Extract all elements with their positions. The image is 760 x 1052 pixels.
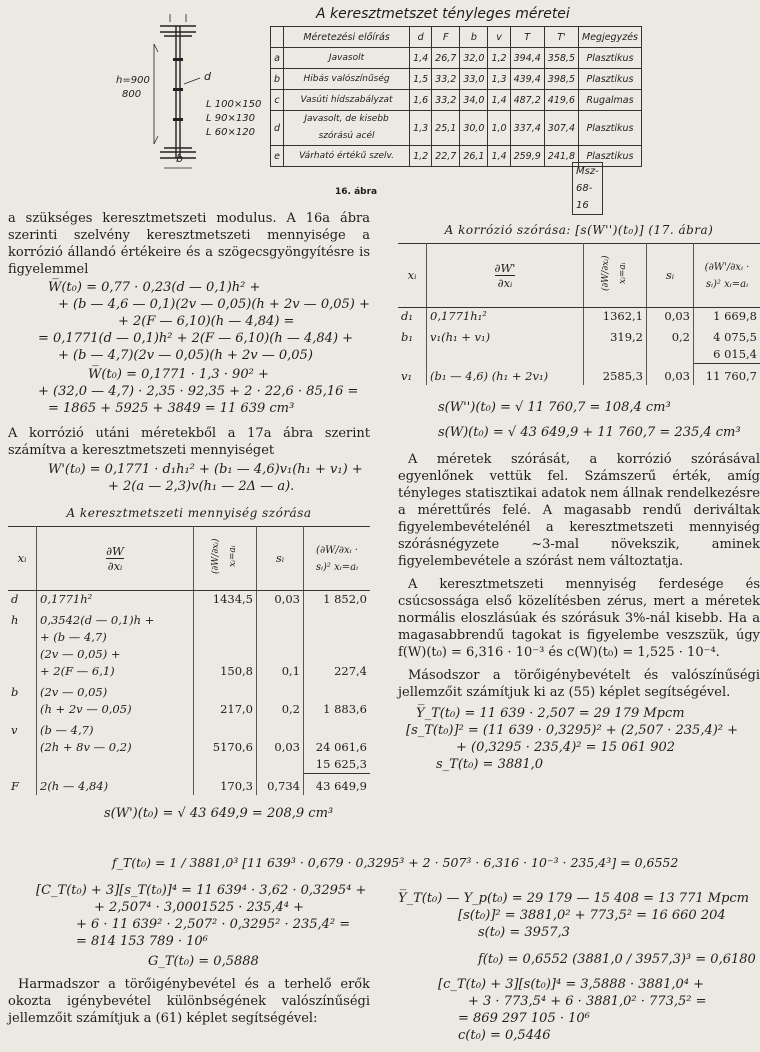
table-cell: 1,4 — [488, 146, 510, 167]
table-cell: a — [271, 48, 284, 69]
table-cell: 30,0 — [460, 111, 488, 146]
equation-cs — [398, 976, 760, 1044]
table-cell-s — [257, 756, 304, 774]
table-row — [271, 111, 642, 146]
table-cell: 1,2 — [410, 146, 432, 167]
table-row — [8, 756, 370, 774]
equation-line: + 2(a — 2,3)v(h₁ — 2Δ — a). — [108, 479, 295, 494]
angle-label-1: L 100×150 — [206, 99, 262, 110]
header-si: sᵢ — [647, 244, 694, 308]
figure-code: Msz-68-16 — [572, 162, 603, 215]
dim-d-label: d — [204, 70, 211, 83]
table-cell-m: 217,0 — [194, 701, 257, 718]
equation-w-general — [8, 279, 370, 364]
table-cell: 1,3 — [410, 111, 432, 146]
table-cell-expr: (2v — 0,05) — [37, 680, 194, 701]
equation-w-numeric — [8, 366, 370, 417]
equation-line: + 2,507⁴ · 3,0001525 · 235,4⁴ + — [94, 900, 304, 915]
table-cell-q: 43 649,9 — [304, 774, 371, 796]
table-header-row — [8, 527, 370, 591]
table-row — [8, 629, 370, 646]
header-derivative — [37, 527, 194, 591]
table-cell: Plasztikus — [579, 146, 642, 167]
table-cell-expr: (b — 4,7) — [37, 718, 194, 739]
header-cell: d — [410, 27, 432, 48]
table-cell-m: 319,2 — [584, 325, 647, 346]
left-column-bottom — [8, 882, 370, 1027]
table-row — [271, 69, 642, 90]
table-cell-q: 1 669,8 — [694, 308, 760, 326]
right-paragraph-1: A méretek szórását, a korrózió szórásával egyenlőnek vettük fel. Számszerű érték, amíg tényleges statisztikai adatok nem állnak rendelkezésre a mérettűrés felé. A magasabb rendű deriváltak figyelembevételénél a keresztmetszeti mennyiség szórásnégyzete ~3-mal növekszik, aminek figyelembevétele a szórást nem változtatja. — [398, 452, 760, 569]
header-cell: T' — [544, 27, 578, 48]
table-cell-m — [194, 629, 257, 646]
equation-line: = 814 153 789 · 10⁶ — [76, 934, 208, 949]
equation-line: = 0,1771(d — 0,1)h² + 2(F — 6,10)(h — 4,84) + — [38, 331, 354, 346]
equation-line: s_T(t₀) = 3881,0 — [436, 757, 544, 772]
table-row — [8, 591, 370, 609]
table-cell-x: b₁ — [401, 330, 413, 344]
table-header-row — [271, 27, 642, 48]
table-cell: 1,5 — [410, 69, 432, 90]
table-cell-s — [257, 646, 304, 663]
equation-line: Y̅_T(t₀) = 11 639 · 2,507 = 29 179 Mpcm — [416, 706, 685, 721]
table-cell-m — [194, 756, 257, 774]
table-cell-s — [257, 629, 304, 646]
table-row — [398, 346, 760, 364]
table-cell: 1,2 — [488, 48, 510, 69]
table-cell: 33,0 — [460, 69, 488, 90]
header-mean-text: (∂W/∂xᵢ) xᵢ=aᵢ — [601, 255, 628, 291]
equation-line: [s(t₀)]² = 3881,0² + 773,5² = 16 660 204 — [458, 908, 726, 923]
equation-difference — [398, 890, 760, 941]
table-cell-q — [304, 718, 371, 739]
table-row — [8, 608, 370, 629]
header-cell: T — [510, 27, 544, 48]
table-cell-s — [257, 718, 304, 739]
table-cell: 33,2 — [432, 90, 460, 111]
table-cell-s — [257, 680, 304, 701]
dimensions-table — [270, 26, 642, 167]
header-cell: Méretezési előírás — [284, 27, 410, 48]
table-cell-x — [8, 629, 37, 646]
equation-line: s(t₀) = 3957,3 — [478, 925, 570, 940]
table-cell: 25,1 — [432, 111, 460, 146]
equation-line: = 1865 + 5925 + 3849 = 11 639 cm³ — [48, 401, 295, 416]
derivative-den: ∂xᵢ — [495, 275, 516, 290]
table-cell-q — [304, 629, 371, 646]
table-cell: 487,2 — [510, 90, 544, 111]
table-cell-x — [8, 739, 37, 756]
header-cell: v — [488, 27, 510, 48]
equation-ct — [8, 882, 370, 950]
table-cell: 33,2 — [432, 69, 460, 90]
table-cell-expr — [427, 346, 584, 364]
table-cell-q: 1 883,6 — [304, 701, 371, 718]
header-mean-text: (∂W/∂xᵢ) xᵢ=aᵢ — [211, 538, 238, 574]
equation-line: W̅(t₀) = 0,77 · 0,23(d — 0,1)h² + — [48, 280, 261, 295]
table-cell: b — [271, 69, 284, 90]
table-cell: 1,4 — [410, 48, 432, 69]
table-cell: 394,4 — [510, 48, 544, 69]
table-row — [398, 364, 760, 386]
equation-f: f(t₀) = 0,6552 (3881,0 / 3957,3)³ = 0,6180 — [478, 952, 756, 967]
table-cell: 337,4 — [510, 111, 544, 146]
right-paragraph-3: Másodszor a törőigénybevételt és valószínűségi jellemzőit számítjuk ki az (55) képlet segítségével. — [398, 668, 760, 700]
table-cell-s: 0,1 — [257, 663, 304, 680]
table-row — [271, 90, 642, 111]
table-cell-x: h — [11, 613, 19, 627]
corrosion-dispersion-table — [398, 243, 760, 385]
header-xi: xᵢ — [398, 244, 427, 308]
table-cell-expr: v₁(h₁ + v₁) — [427, 325, 584, 346]
table-cell: 34,0 — [460, 90, 488, 111]
table-cell: 26,7 — [432, 48, 460, 69]
table-cell: 1,4 — [488, 90, 510, 111]
equation-line: W̅(t₀) = 0,1771 · 1,3 · 90² + — [88, 367, 269, 382]
right-column — [398, 222, 760, 773]
table-cell-expr: 0,1771h₁² — [427, 308, 584, 326]
table-cell: 259,9 — [510, 146, 544, 167]
header-squared: (∂W'/∂xᵢ · sᵢ)² xᵢ=aᵢ — [694, 244, 760, 308]
figure-16 — [110, 0, 638, 211]
table-cell-x — [8, 646, 37, 663]
equation-line: [s_T(t₀)]² = (11 639 · 0,3295)² + (2,507 · 235,4)² + — [406, 723, 739, 738]
table-cell-m: 150,8 — [194, 663, 257, 680]
dim-b-label: b — [176, 152, 183, 165]
table-cell: 307,4 — [544, 111, 578, 146]
dim-h-label: h=900 — [116, 75, 150, 86]
table-cell: 26,1 — [460, 146, 488, 167]
table-cell-x: v₁ — [401, 368, 413, 383]
table-cell-s: 0,734 — [257, 774, 304, 796]
table-cell: 398,5 — [544, 69, 578, 90]
equation-sw-total: s(W)(t₀) = √ 43 649,9 + 11 760,7 = 235,4 cm³ — [438, 425, 741, 440]
equation-line: W'(t₀) = 0,1771 · d₁h₁² + (b₁ — 4,6)v₁(h₁ + v₁) + — [48, 462, 363, 477]
table-cell: 241,8 — [544, 146, 578, 167]
equation-yt — [398, 705, 760, 773]
table-row — [271, 48, 642, 69]
table-cell: 439,4 — [510, 69, 544, 90]
equation-line: = 869 297 105 · 10⁶ — [458, 1011, 590, 1026]
table-cell-x: d — [11, 592, 19, 606]
table-cell-m: 170,3 — [194, 774, 257, 796]
table-cell: Plasztikus — [579, 48, 642, 69]
right-paragraph-2: A keresztmetszeti mennyiség ferdesége és csúcsossága első közelítésben zérus, mert a méretek normális eloszlásúak és szórásuk 3%-nál kisebb. Ha a magasabbrendű tagokat is figyelembe veszszük, úgy f(W)(t₀) = 6,316 · 10⁻³ és c(W)(t₀) = 1,525 · 10⁻⁴. — [398, 577, 760, 660]
table-cell-m — [194, 608, 257, 629]
corrosion-table-title: A korrózió szórása: [s(W'')(t₀)] (17. ábra) — [444, 223, 714, 237]
table-cell: Várható értékű szelv. — [284, 146, 410, 167]
table-cell-s: 0,03 — [647, 308, 694, 326]
table-cell-expr: (h + 2v — 0,05) — [37, 701, 194, 718]
table-cell-x — [8, 663, 37, 680]
table-cell-s: 0,2 — [257, 701, 304, 718]
table-cell: 358,5 — [544, 48, 578, 69]
table-header-row — [398, 244, 760, 308]
table-cell-expr: 0,1771h² — [37, 591, 194, 609]
table-cell-expr: (b₁ — 4,6) (h₁ + 2v₁) — [427, 364, 584, 386]
table-cell-q: 15 625,3 — [304, 756, 371, 774]
left-paragraph-2: A korrózió utáni méretekből a 17a ábra szerint számítva a keresztmetszeti mennyiséget — [8, 426, 370, 458]
equation-w-corroded — [8, 461, 370, 495]
table-cell-q — [304, 680, 371, 701]
table-cell-x — [398, 346, 427, 364]
equation-line: Y̅_T(t₀) — Y_p(t₀) = 29 179 — 15 408 = 13 771 Mpcm — [398, 891, 749, 906]
table-cell-s: 0,03 — [257, 591, 304, 609]
equation-line: + (b — 4,7)(2v — 0,05)(h + 2v — 0,05) — [58, 348, 313, 363]
equation-line: + 6 · 11 639² · 2,507² · 0,3295² · 235,4² = — [76, 917, 351, 932]
equation-sw-double-prime: s(W'')(t₀) = √ 11 760,7 = 108,4 cm³ — [438, 400, 671, 415]
equation-gt: G_T(t₀) = 0,5888 — [148, 954, 259, 969]
header-cell: Megjegyzés — [579, 27, 642, 48]
table-cell-expr: + (b — 4,7) — [37, 629, 194, 646]
dim-h2-label: 800 — [122, 89, 142, 100]
table-cell-x: d₁ — [401, 309, 413, 323]
table-cell: Rugalmas — [579, 90, 642, 111]
table-cell-m — [194, 646, 257, 663]
table-cell: 1,6 — [410, 90, 432, 111]
table-cell: e — [271, 146, 284, 167]
table-row — [8, 680, 370, 701]
header-squared: (∂W/∂xᵢ · sᵢ)² xᵢ=aᵢ — [304, 527, 371, 591]
derivative-num: ∂W' — [494, 261, 516, 275]
table-cell-q: 4 075,5 — [694, 325, 760, 346]
table-cell-expr: (2v — 0,05) + — [37, 646, 194, 663]
table-cell: Javasolt — [284, 48, 410, 69]
table-cell: Hibás valószínűség — [284, 69, 410, 90]
equation-line: + 3 · 773,5⁴ + 6 · 3881,0² · 773,5² = — [468, 994, 707, 1009]
table-cell-q: 24 061,6 — [304, 739, 371, 756]
table-cell-m — [194, 680, 257, 701]
table-cell-m: 1362,1 — [584, 308, 647, 326]
table-row — [398, 308, 760, 326]
table-cell-x — [8, 701, 37, 718]
table-cell-s: 0,2 — [647, 325, 694, 346]
table-cell-m — [194, 718, 257, 739]
table-cell-s: 0,03 — [647, 364, 694, 386]
table-cell-expr: + 2(F — 6,1) — [37, 663, 194, 680]
table-cell-q: 11 760,7 — [694, 364, 760, 386]
table-row — [8, 718, 370, 739]
equation-line: [C_T(t₀) + 3][s_T(t₀)]⁴ = 11 639⁴ · 3,62 · 0,3295⁴ + — [36, 883, 367, 898]
figure-caption: 16. ábra — [335, 187, 378, 197]
header-cell: b — [460, 27, 488, 48]
table-cell-q: 1 852,0 — [304, 591, 371, 609]
table-cell-m: 1434,5 — [194, 591, 257, 609]
table-cell: Javasolt, de kisebb szórású acél — [284, 111, 410, 146]
table-cell-q — [304, 646, 371, 663]
table-cell-m: 2585,3 — [584, 364, 647, 386]
table-cell-q — [304, 608, 371, 629]
section-modulus-dispersion-table — [8, 526, 370, 795]
table-cell: d — [271, 111, 284, 146]
table-row — [8, 646, 370, 663]
table-cell-s — [257, 608, 304, 629]
table-cell-m — [584, 346, 647, 364]
figure-table-title: A keresztmetszet tényleges méretei — [316, 6, 570, 22]
table-cell-s: 0,03 — [257, 739, 304, 756]
equation-line: + (32,0 — 4,7) · 2,35 · 92,35 + 2 · 22,6 · 85,16 = — [38, 384, 359, 399]
table-cell-m: 5170,6 — [194, 739, 257, 756]
table-cell: Vasúti hídszabályzat — [284, 90, 410, 111]
header-cell: F — [432, 27, 460, 48]
header-derivative — [427, 244, 584, 308]
table-row — [8, 739, 370, 756]
table-row — [398, 325, 760, 346]
table-cell: c — [271, 90, 284, 111]
equation-line: [c_T(t₀) + 3][s(t₀)]⁴ = 3,5888 · 3881,0⁴ + — [438, 977, 704, 992]
table-cell-x — [8, 756, 37, 774]
equation-line: + (0,3295 · 235,4)² = 15 061 902 — [456, 740, 676, 755]
table-cell: Plasztikus — [579, 111, 642, 146]
table-cell: 22,7 — [432, 146, 460, 167]
table-cell-x: F — [11, 778, 19, 793]
left-column — [8, 210, 370, 822]
table-cell-expr: 0,3542(d — 0,1)h + — [37, 608, 194, 629]
equation-line: + 2(F — 6,10)(h — 4,84) = — [118, 314, 295, 329]
table-row — [8, 663, 370, 680]
table-cell: 1,3 — [488, 69, 510, 90]
table-cell-q: 6 015,4 — [694, 346, 760, 364]
angle-label-2: L 90×130 — [206, 113, 255, 124]
table-cell-expr: 2(h — 4,84) — [37, 774, 194, 796]
section-modulus-table-title: A keresztmetszeti mennyiség szórása — [66, 506, 312, 520]
table-cell: 1,0 — [488, 111, 510, 146]
table-cell-s — [647, 346, 694, 364]
header-si: sᵢ — [257, 527, 304, 591]
left-paragraph-3: Harmadszor a törőigénybevétel és a terhelő erők okozta igénybevétel különbségének valószínűségi jellemzőit számítjuk a (61) képlet segítségével: — [8, 977, 370, 1026]
equation-line: + (b — 4,6 — 0,1)(2v — 0,05)(h + 2v — 0,05) + — [58, 297, 370, 312]
equation-f-t0: f_T(t₀) = 1 / 3881,0³ [11 639³ · 0,679 · 0,3295³ + 2 · 507³ · 6,316 · 10⁻³ · 235,4³] = 0,6552 — [112, 855, 679, 870]
right-column-bottom — [398, 890, 760, 1044]
left-paragraph-1: a szükséges keresztmetszeti modulus. A 16a ábra szerinti szelvény keresztmetszeti mennyisége a korrózió állandó értékeire és a szögecsgyöngyítésre is figyelemmel — [8, 211, 370, 277]
equation-sw-prime: s(W')(t₀) = √ 43 649,9 = 208,9 cm³ — [104, 806, 334, 821]
table-row — [8, 701, 370, 718]
table-row — [8, 774, 370, 796]
table-cell: 32,0 — [460, 48, 488, 69]
derivative-num: ∂W — [106, 544, 124, 558]
table-cell-x: v — [11, 723, 18, 737]
table-cell-expr: (2h + 8v — 0,2) — [37, 739, 194, 756]
angle-label-3: L 60×120 — [206, 127, 255, 138]
header-xi: xᵢ — [8, 527, 37, 591]
header-mean — [194, 527, 257, 591]
table-cell-q: 227,4 — [304, 663, 371, 680]
header-mean — [584, 244, 647, 308]
table-cell-expr — [37, 756, 194, 774]
header-cell — [271, 27, 284, 48]
table-cell: 419,6 — [544, 90, 578, 111]
table-cell-x: b — [11, 685, 19, 699]
table-cell: Plasztikus — [579, 69, 642, 90]
derivative-den: ∂xᵢ — [107, 559, 123, 573]
equation-line: c(t₀) = 0,5446 — [458, 1028, 551, 1043]
